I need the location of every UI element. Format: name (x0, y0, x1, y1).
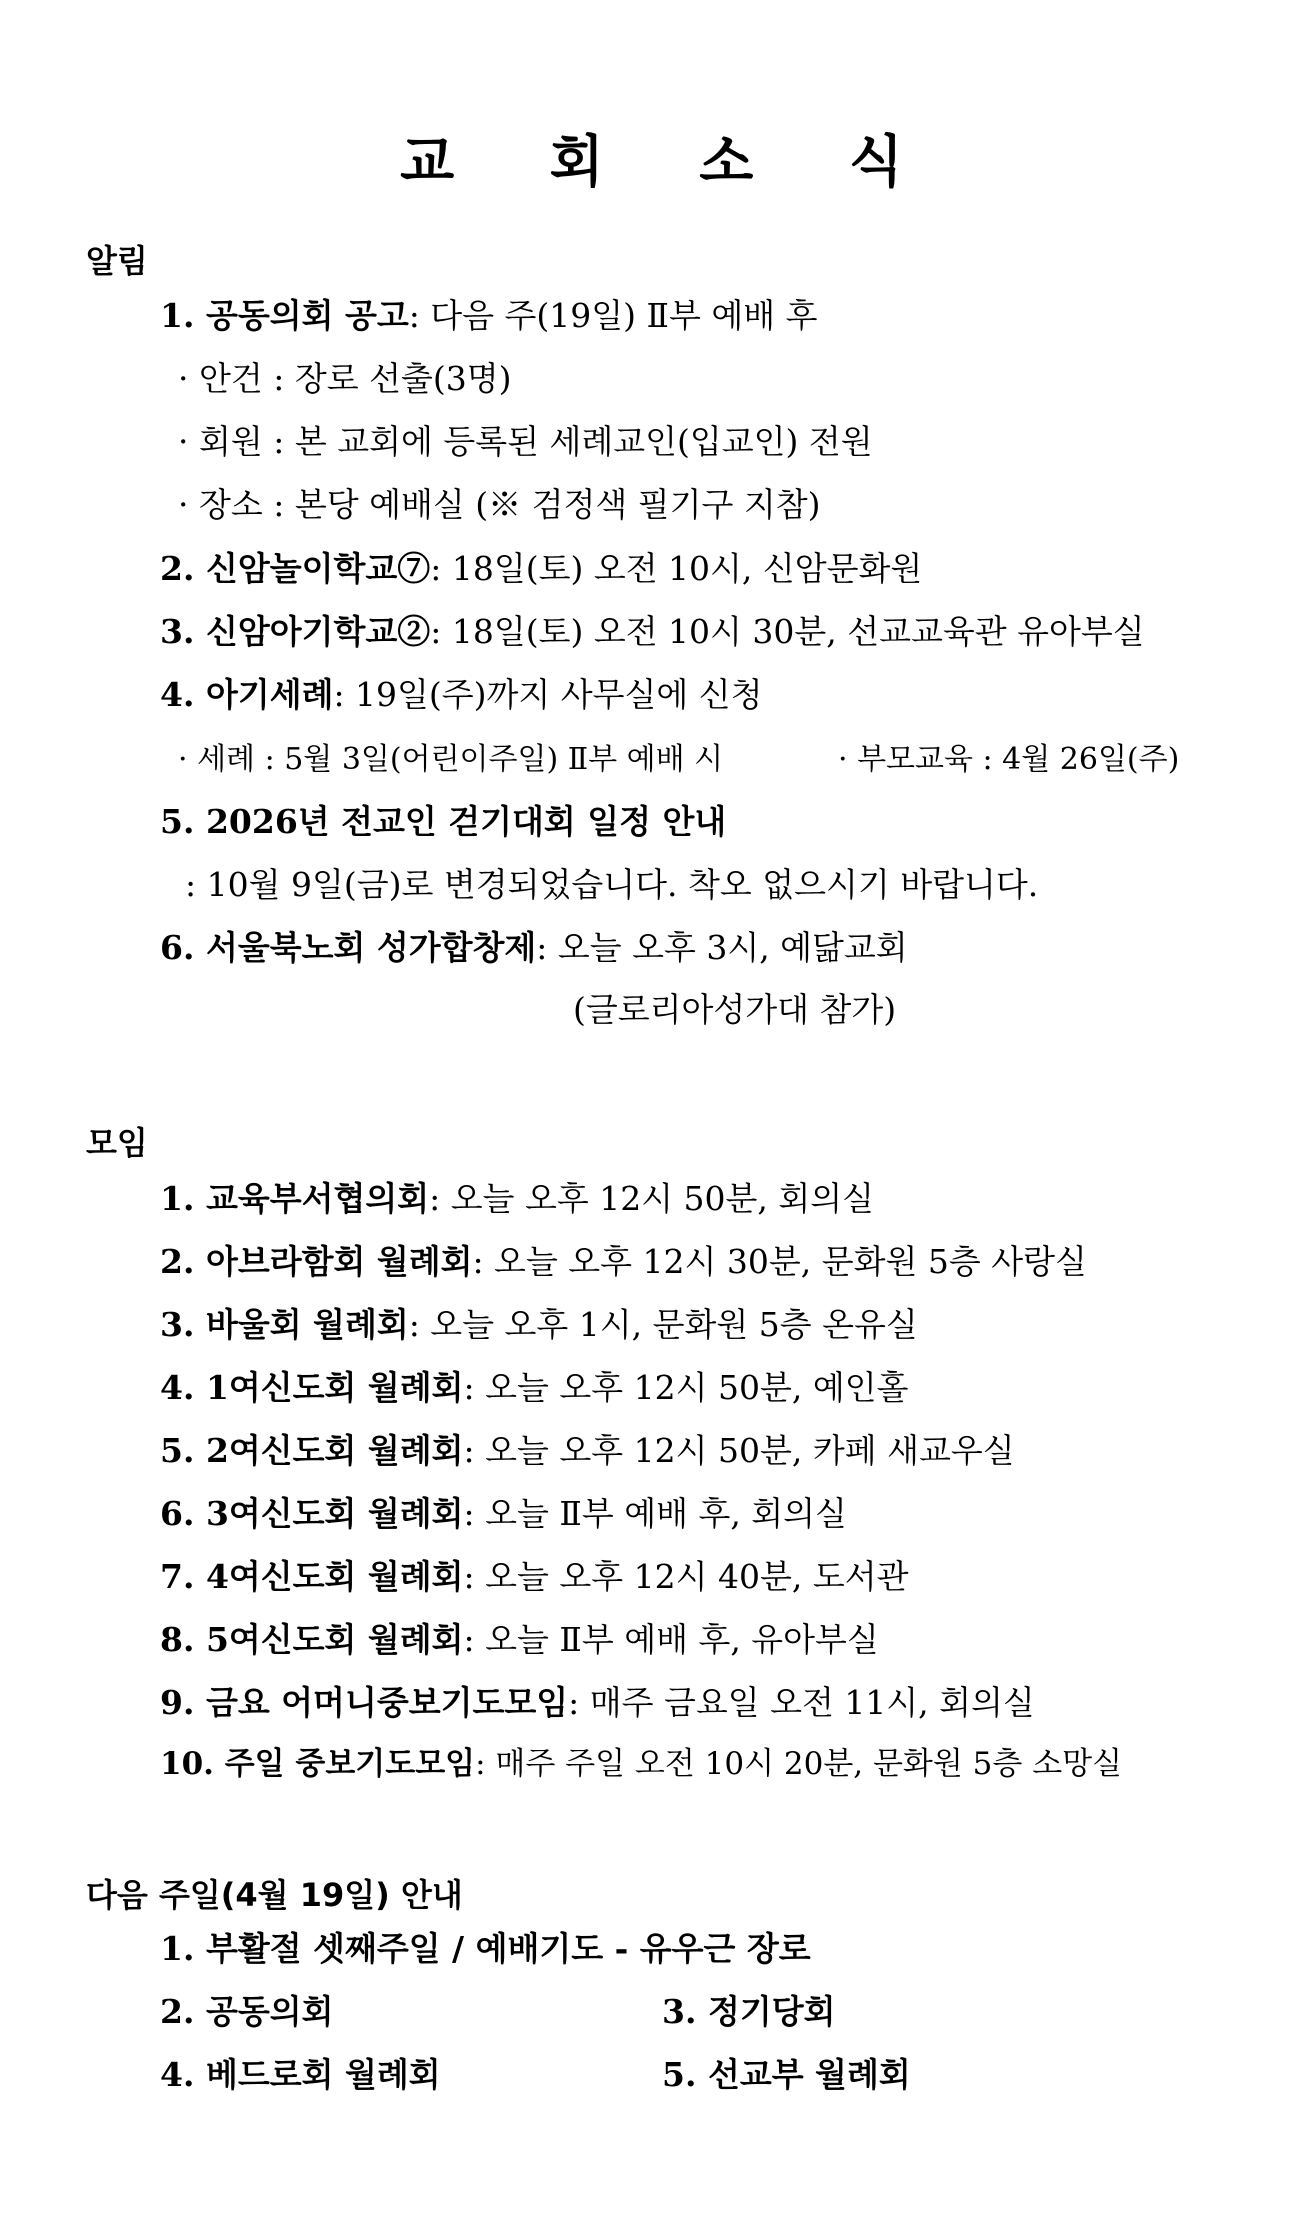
section-heading-next-week: 다음 주일(4월 19일) 안내 (86, 1876, 463, 1914)
notice-text: : 18일(토) 오전 10시, 신암문화원 (430, 549, 923, 588)
meeting-item (160, 1494, 847, 1534)
next-week-label: 5. 선교부 월례회 (662, 2055, 911, 2094)
meeting-label: 7. 4여신도회 월례회 (160, 1557, 464, 1596)
meeting-text: : 오늘 Ⅱ부 예배 후, 회의실 (463, 1494, 847, 1533)
notice-item-4 (160, 675, 763, 715)
notice-label: 4. 아기세례 (160, 675, 334, 714)
meeting-text: : 매주 주일 오전 10시 20분, 문화원 5층 소망실 (475, 1746, 1123, 1782)
meeting-item (160, 1242, 1087, 1282)
next-week-item-4 (160, 2055, 441, 2095)
notice-item-3 (160, 612, 1145, 652)
notice-item-4-sub-parent-education: · 부모교육 : 4월 26일(주) (838, 742, 1180, 777)
section-heading-notices: 알림 (86, 242, 148, 280)
meeting-item (160, 1431, 1015, 1471)
meeting-label: 1. 교육부서협의회 (160, 1179, 430, 1218)
meeting-item (160, 1305, 918, 1345)
meeting-text: : 오늘 오후 12시 40분, 도서관 (463, 1557, 909, 1596)
notice-text: : 18일(토) 오전 10시 30분, 선교교육관 유아부실 (430, 612, 1145, 651)
meeting-label: 9. 금요 어머니중보기도모임 (160, 1683, 569, 1722)
meeting-label: 10. 주일 중보기도모임 (160, 1746, 476, 1782)
next-week-label: 3. 정기당회 (662, 1992, 836, 2031)
notice-item-4-sub-baptism: · 세례 : 5월 3일(어린이주일) Ⅱ부 예배 시 (178, 742, 724, 777)
meeting-label: 3. 바울회 월례회 (160, 1305, 409, 1344)
notice-label: 6. 서울북노회 성가합창제 (160, 928, 537, 967)
next-week-item-3 (662, 1992, 835, 2032)
meeting-item (160, 1683, 1035, 1723)
meeting-text: : 오늘 오후 12시 50분, 카페 새교우실 (463, 1431, 1015, 1470)
meeting-text: : 오늘 오후 12시 30분, 문화원 5층 사랑실 (472, 1242, 1087, 1281)
next-week-item-5 (662, 2055, 911, 2095)
meeting-label: 5. 2여신도회 월례회 (160, 1431, 464, 1470)
meeting-text: : 오늘 오후 1시, 문화원 5층 온유실 (408, 1305, 918, 1344)
meeting-label: 6. 3여신도회 월례회 (160, 1494, 464, 1533)
notice-item-6-sub: (글로리아성가대 참가) (573, 990, 897, 1029)
notice-item-6 (160, 928, 908, 968)
next-week-label: 4. 베드로회 월례회 (160, 2055, 441, 2094)
meeting-label: 8. 5여신도회 월례회 (160, 1620, 464, 1659)
notice-item-5-detail: : 10월 9일(금)로 변경되었습니다. 착오 없으시기 바랍니다. (185, 865, 1039, 904)
notice-item-2 (160, 549, 922, 589)
notice-label: 3. 신암아기학교② (160, 612, 431, 651)
notice-text: : 19일(주)까지 사무실에 신청 (333, 675, 763, 714)
notice-text: : 오늘 오후 3시, 예닮교회 (536, 928, 908, 967)
meeting-item (160, 1557, 909, 1597)
notice-item-1-sub-members: · 회원 : 본 교회에 등록된 세례교인(입교인) 전원 (178, 422, 873, 461)
notice-text: : 다음 주(19일) Ⅱ부 예배 후 (408, 296, 818, 335)
section-heading-meetings: 모임 (86, 1124, 148, 1162)
meeting-item (160, 1368, 909, 1408)
notice-item-5 (160, 802, 726, 842)
meeting-label: 4. 1여신도회 월례회 (160, 1368, 464, 1407)
notice-label: 1. 공동의회 공고 (160, 296, 409, 335)
meeting-text: : 오늘 오후 12시 50분, 회의실 (429, 1179, 875, 1218)
next-week-item-1 (160, 1929, 811, 1969)
meeting-text: : 오늘 Ⅱ부 예배 후, 유아부실 (463, 1620, 879, 1659)
meeting-item (160, 1746, 1122, 1783)
meeting-label: 2. 아브라함회 월례회 (160, 1242, 473, 1281)
notice-item-1 (160, 296, 817, 336)
notice-label: 5. 2026년 전교인 걷기대회 일정 안내 (160, 802, 727, 841)
meeting-item (160, 1179, 874, 1219)
next-week-item-2 (160, 1992, 333, 2032)
notice-item-1-sub-place: · 장소 : 본당 예배실 (※ 검정색 필기구 지참) (178, 485, 821, 524)
notice-item-1-sub-agenda: · 안건 : 장로 선출(3명) (178, 359, 512, 398)
meeting-item (160, 1620, 879, 1660)
meeting-text: : 매주 금요일 오전 11시, 회의실 (568, 1683, 1035, 1722)
page-title: 교 회 소 식 (400, 130, 941, 195)
notice-label: 2. 신암놀이학교⑦ (160, 549, 431, 588)
meeting-text: : 오늘 오후 12시 50분, 예인홀 (463, 1368, 909, 1407)
next-week-label: 1. 부활절 셋째주일 / 예배기도 - 유우근 장로 (160, 1929, 811, 1968)
next-week-label: 2. 공동의회 (160, 1992, 334, 2031)
